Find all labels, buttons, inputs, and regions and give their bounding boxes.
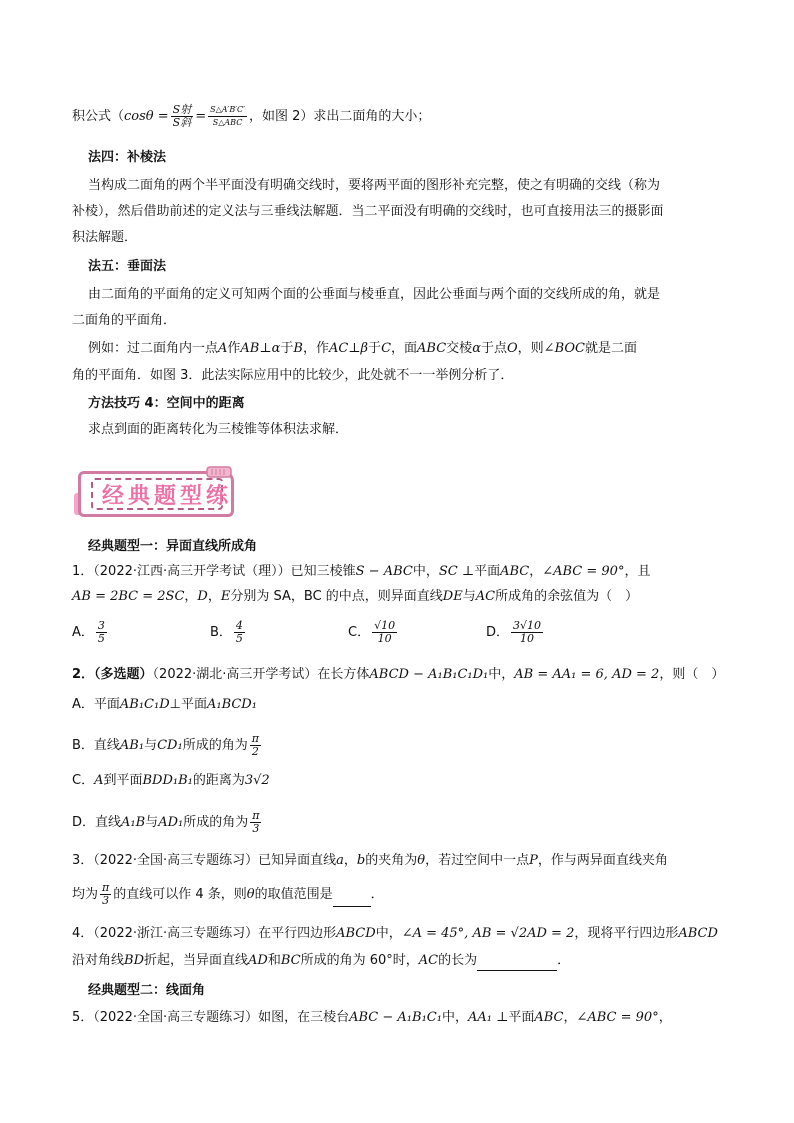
type2-title: 经典题型二：线面角: [88, 983, 206, 998]
question-5-line1: 5．（2022·全国·高三专题练习）如图，在三棱台ABC − A₁B₁C₁中，AA₁ ⊥平面ABC，∠ABC = 90°，: [72, 1010, 672, 1025]
option-d[interactable]: D． $\frac{3√10}{10}$: [486, 619, 542, 645]
paragraph: 补棱），然后借助前述的定义法与三垂线法解题．当二平面没有明确的交线时，也可直接用法三的摄影面: [72, 204, 664, 219]
method5-title: 法五：垂面法: [88, 259, 167, 274]
paragraph: 当构成二面角的两个半平面没有明确交线时，要将两平面的图形补充完整，使之有明确的交线（称为: [88, 178, 661, 193]
option-a[interactable]: A． $\frac{3}{5}$: [72, 619, 105, 645]
q2-option-b[interactable]: B．直线AB₁与CD₁所成的角为 $\frac{\pi}{2}$: [72, 732, 259, 758]
paragraph: 积法解题．: [72, 230, 138, 245]
option-c[interactable]: C． $\frac{√10}{10}$: [348, 619, 396, 645]
question-3-line1: 3．（2022·全国·高三专题练习）已知异面直线a，b的夹角为θ，若过空间中一点P，作与两异面直线夹角: [72, 853, 668, 868]
banner-title: 经典题型练: [102, 483, 233, 509]
question-3-line2: 均为 $\frac{\pi}{3}$ 的直线可以作 4 条，则θ的取值范围是 ．: [72, 881, 384, 907]
question-2-stem: 2．（多选题）（2022·湖北·高三开学考试）在长方体ABCD − A₁B₁C₁D₁中，AB = AA₁ = 6, AD = 2，则（ ）: [72, 667, 725, 682]
type1-title: 经典题型一：异面直线所成角: [88, 539, 258, 554]
area-formula-line: 积公式（cosθ = $\frac{\text{S射}}{\text{S斜}}$ = $\frac{S\triangle A'B'C'}{\text{S△ABC}}$ ，如图 2）求出二面角的大小；: [72, 103, 431, 129]
tip4-title: 方法技巧 4：空间中的距离: [88, 396, 245, 411]
q2-option-a[interactable]: A．平面AB₁C₁D⊥平面A₁BCD₁: [72, 697, 257, 712]
q2-option-c[interactable]: C．A到平面BDD₁B₁的距离为3√2: [72, 773, 270, 788]
paperclip-icon: [206, 465, 232, 479]
answer-blank[interactable]: [477, 950, 557, 971]
q2-option-d[interactable]: D．直线A₁B与AD₁所成的角为 $\frac{\pi}{3}$: [72, 809, 260, 835]
question-4-line1: 4．（2022·浙江·高三专题练习）在平行四边形ABCD中，∠A = 45°, AB = √2AD = 2，现将平行四边形ABCD: [72, 926, 718, 941]
paragraph: 由二面角的平面角的定义可知两个面的公垂面与棱垂直，因此公垂面与两个面的交线所成的角，就是: [88, 287, 661, 302]
fraction: $\frac{S\triangle A'B'C'}{\text{S△ABC}}$: [210, 105, 245, 127]
method4-title: 法四：补棱法: [88, 150, 167, 165]
question-1-line2: AB = 2BC = 2SC，D，E分别为 SA，BC 的中点，则异面直线DE与AC所成角的余弦值为（ ）: [72, 589, 639, 604]
question-4-line2: 沿对角线BD折起，当异面直线AD和BC所成的角为 60°时，AC的长为 ．: [72, 950, 726, 971]
answer-blank[interactable]: [333, 886, 371, 907]
paragraph: 求点到面的距离转化为三棱锥等体积法求解．: [88, 422, 349, 437]
paragraph: 二面角的平面角．: [72, 313, 177, 328]
paragraph: 角的平面角．如图 3．此法实际应用中的比较少，此处就不一一举例分析了．: [72, 368, 514, 383]
section-banner: [74, 465, 242, 515]
example-line: 例如：过二面角内一点A作AB⊥α于B，作AC⊥β于C，面ABC交棱α于点O，则∠BOC就是二面: [88, 341, 637, 356]
option-b[interactable]: B． $\frac{4}{5}$: [210, 619, 243, 645]
question-1-line1: 1．（2022·江西·高三开学考试（理））已知三棱锥S − ABC中，SC ⊥平面ABC，∠ABC = 90°，且: [72, 564, 651, 579]
fraction: $\frac{\text{S射}}{\text{S斜}}$: [172, 103, 192, 129]
